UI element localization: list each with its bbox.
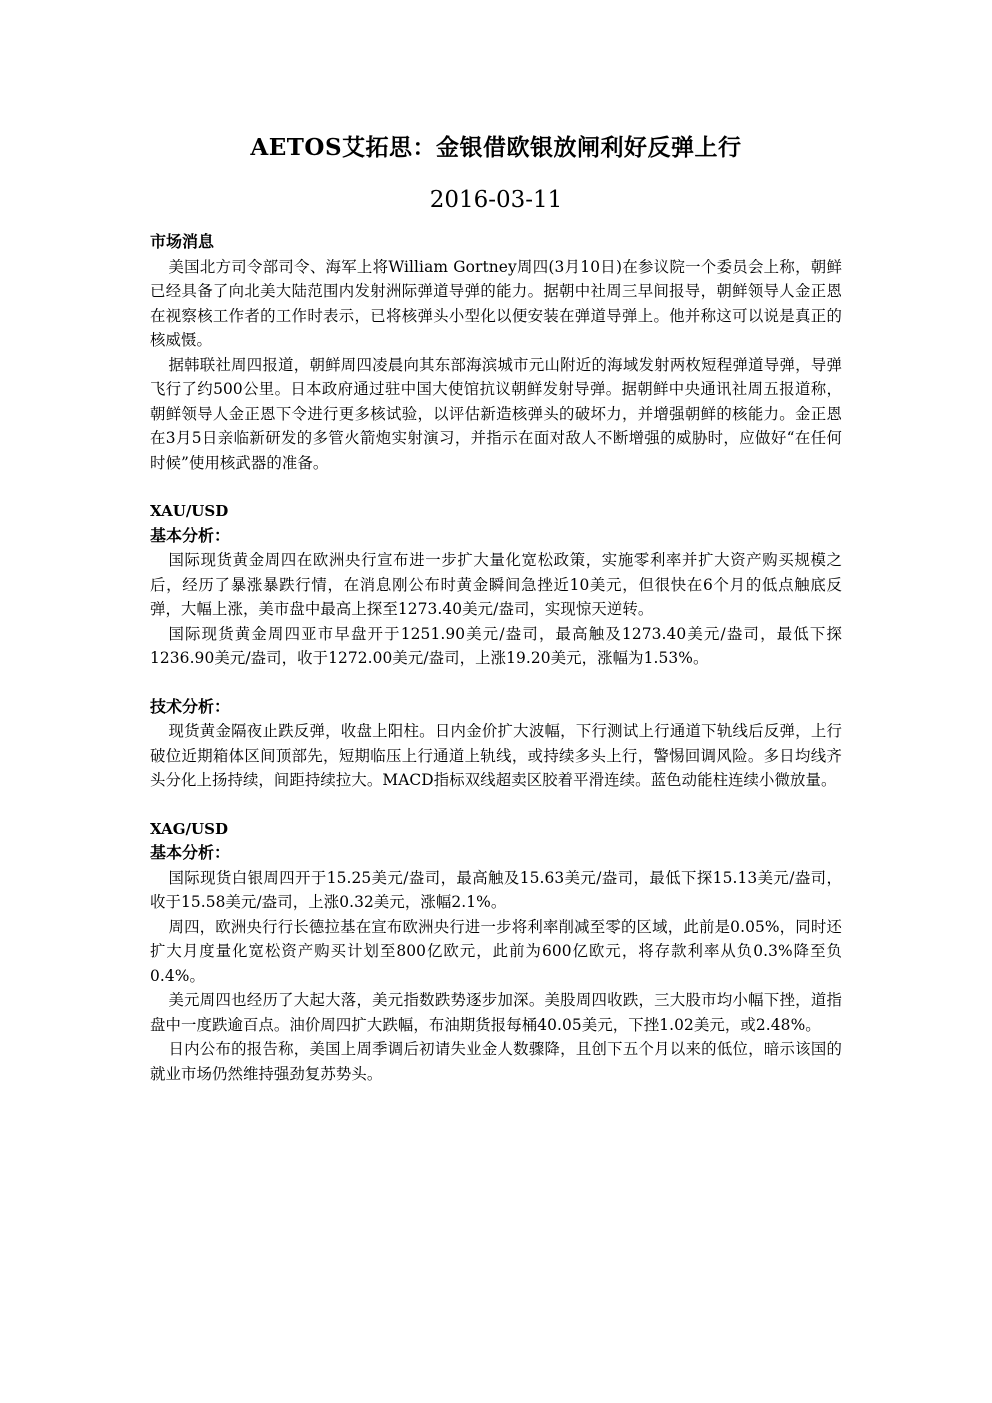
xau-technical-analysis-heading: 技术分析：: [150, 696, 231, 716]
xag-basic-paragraph-3: 美元周四也经历了大起大落，美元指数跌势逐步加深。美股周四收跌，三大股市均小幅下挫，道指盘中一度跌逾百点。油价周四扩大跌幅，布油期货报每桶40.05美元，下挫1.02美元，或2.48%。: [150, 991, 842, 1034]
xag-basic-paragraph-2: 周四，欧洲央行行长德拉基在宣布欧洲央行进一步将利率削减至零的区域，此前是0.05%，同时还扩大月度量化宽松资产购买计划至800亿欧元，此前为600亿欧元，将存款利率从负0.3%降至负0.4%。: [150, 917, 842, 985]
xag-basic-paragraph-4: 日内公布的报告称，美国上周季调后初请失业金人数骤降，且创下五个月以来的低位，暗示该国的就业市场仍然维持强劲复苏势头。: [150, 1040, 842, 1083]
xau-basic-paragraph-2: 国际现货黄金周四亚市早盘开于1251.90美元/盎司，最高触及1273.40美元/盎司，最低下探1236.90美元/盎司，收于1272.00美元/盎司，上涨19.20美元，涨幅为1.53%。: [150, 624, 842, 667]
xau-technical-paragraph-1: 现货黄金隔夜止跌反弹，收盘上阳柱。日内金价扩大波幅，下行测试上行通道下轨线后反弹，上行破位近期箱体区间顶部先，短期临压上行通道上轨线，或持续多头上行，警惕回调风险。多日均线齐头分化上扬持续，间距持续拉大。MACD指标双线超卖区胶着平滑连续。蓝色动能柱连续小微放量。: [150, 722, 842, 789]
document-page: [150, 128, 842, 1086]
xau-basic-paragraph-1: 国际现货黄金周四在欧洲央行宣布进一步扩大量化宽松政策，实施零利率并扩大资产购买规模之后，经历了暴涨暴跌行情，在消息刚公布时黄金瞬间急挫近10美元，但很快在6个月的低点触底反弹，大幅上涨，美市盘中最高上探至1273.40美元/盎司，实现惊天逆转。: [150, 551, 842, 618]
market-news-paragraph-2: 据韩联社周四报道，朝鲜周四凌晨向其东部海滨城市元山附近的海域发射两枚短程弹道导弹，导弹飞行了约500公里。日本政府通过驻中国大使馆抗议朝鲜发射导弹。据朝鲜中央通讯社周五报道称，朝鲜领导人金正恩下令进行更多核试验，以评估新造核弹头的破坏力，并增强朝鲜的核能力。金正恩在3月5日亲临新研发的多管火箭炮实射演习，并指示在面对敌人不断增强的威胁时，应做好“在任何时候”使用核武器的准备。: [150, 355, 842, 472]
market-news-paragraph-1: 美国北方司令部司令、海军上将William Gortney周四(3月10日)在参议院一个委员会上称，朝鲜已经具备了向北美大陆范围内发射洲际弹道导弹的能力。据朝中社周三早间报导，朝鲜领导人金正恩在视察核工作者的工作时表示，已将核弹头小型化以便安装在弹道导弹上。他并称这可以说是真正的核威慑。: [150, 257, 842, 349]
xau-basic-analysis-heading: 基本分析：: [150, 525, 231, 545]
xag-usd-heading: XAG/USD: [150, 819, 228, 838]
xag-basic-analysis-heading: 基本分析：: [150, 843, 231, 862]
document-title: AETOS艾拓思：金银借欧银放闸利好反弹上行: [250, 134, 742, 161]
market-news-heading: 市场消息: [150, 232, 215, 251]
document-date: 2016-03-11: [429, 187, 563, 213]
xau-usd-heading: XAU/USD: [150, 502, 229, 520]
xag-basic-paragraph-1: 国际现货白银周四开于15.25美元/盎司，最高触及15.63美元/盎司，最低下探15.13美元/盎司，收于15.58美元/盎司，上涨0.32美元，涨幅2.1%。: [150, 868, 842, 911]
